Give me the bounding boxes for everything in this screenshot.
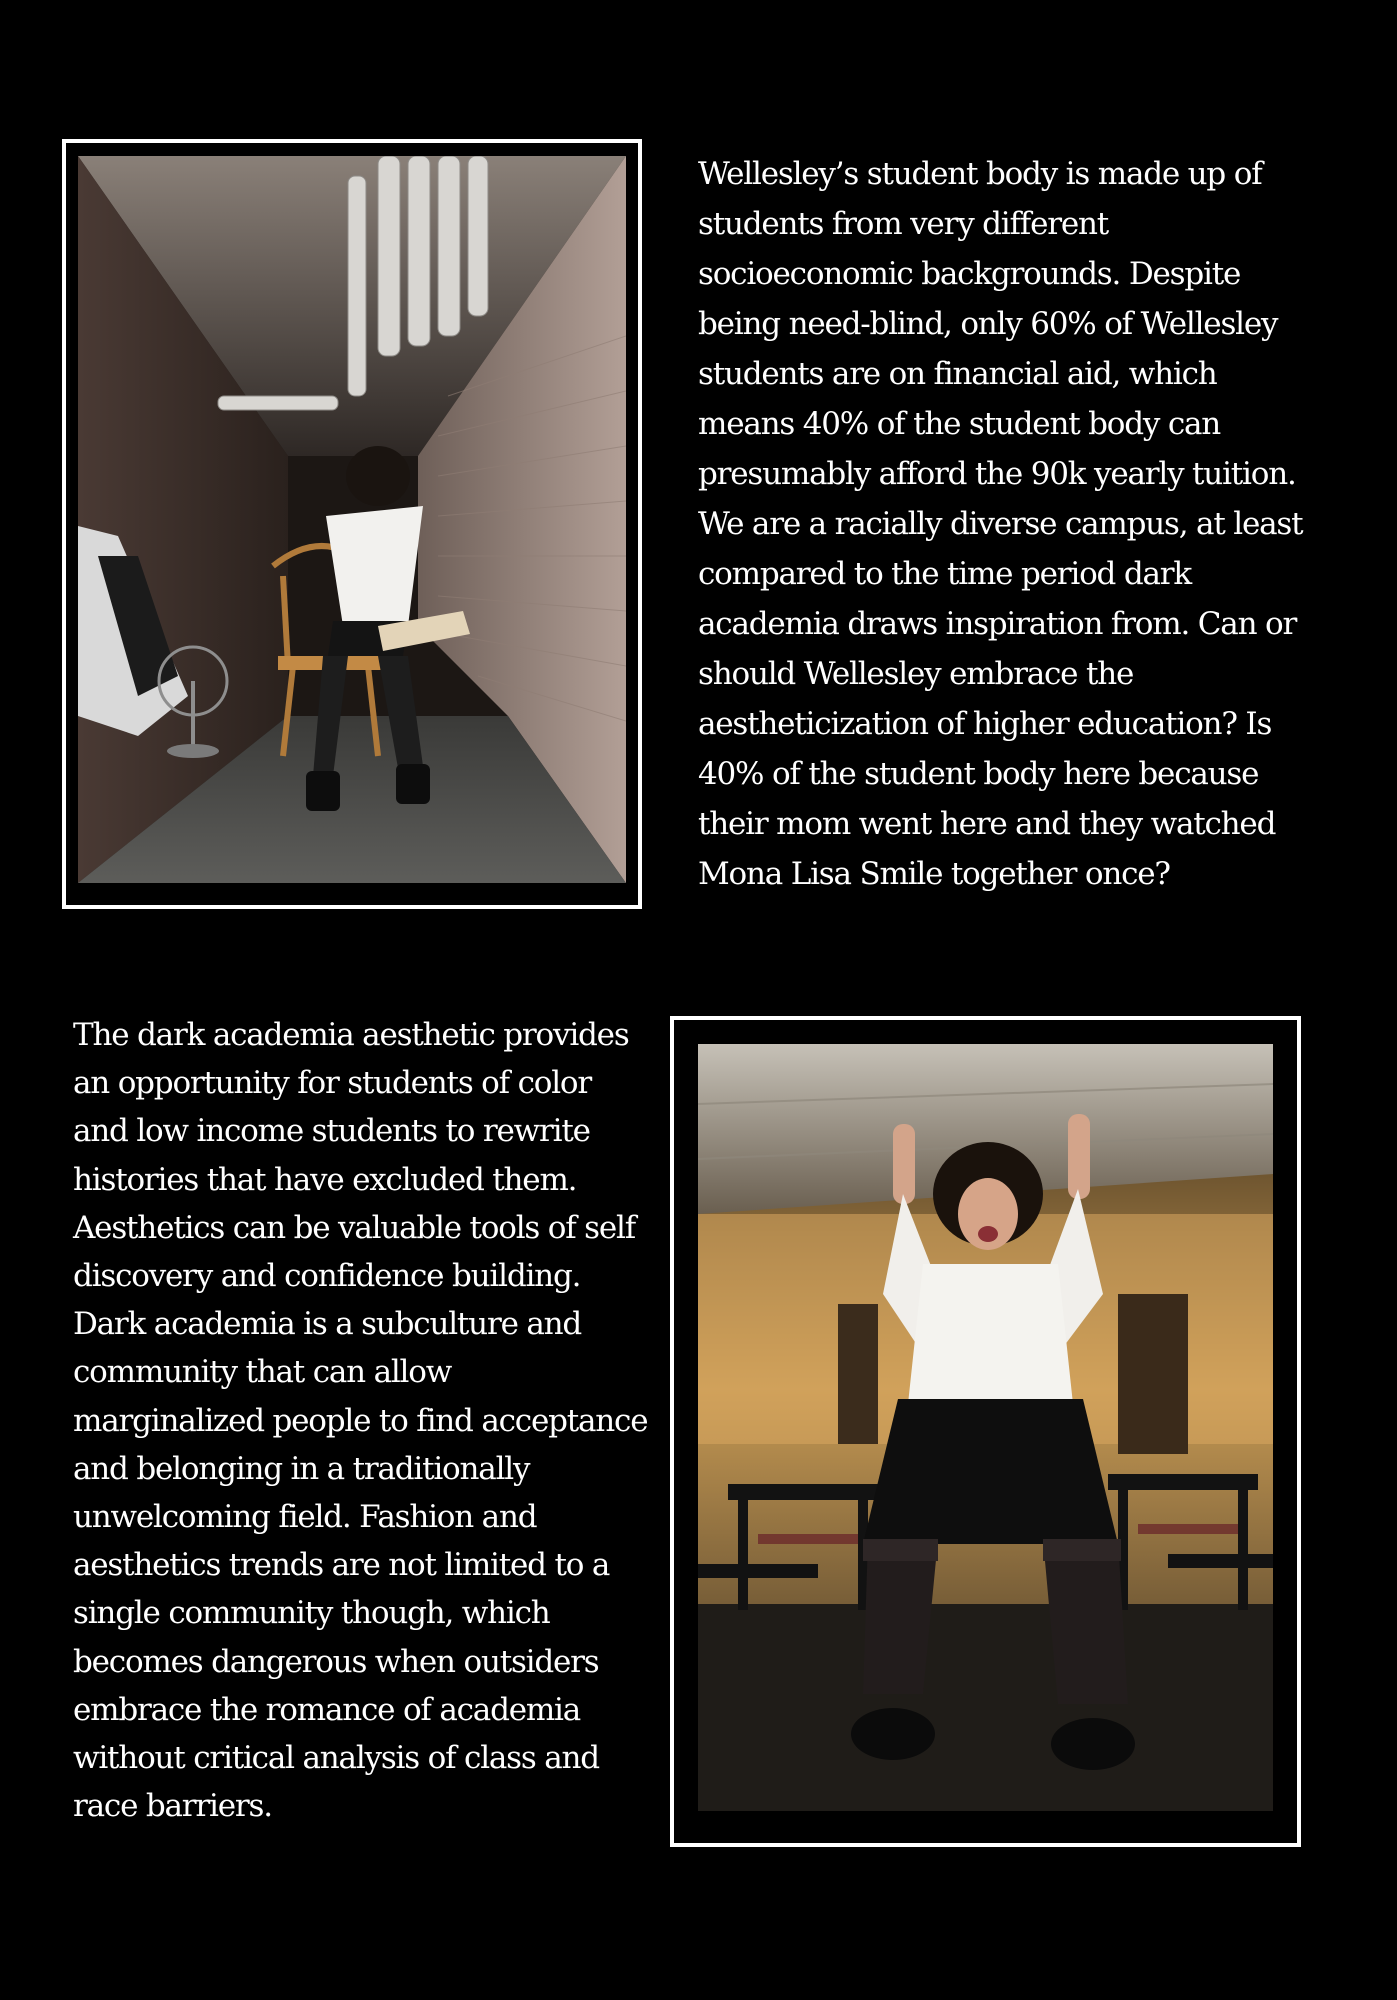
classroom-kneeling-illustration	[698, 1044, 1273, 1811]
photo-frame-top	[62, 139, 642, 909]
classroom-kneeling-photo	[698, 1044, 1273, 1811]
paragraph-dark-academia-aesthetic: The dark academia aesthetic provides an opportunity for students of color and low income students to rewrite histories that have excluded them. Aesthetics can be valuable tools of self discovery and confidence building. Dark academia is a subculture and community that can allow marginalized people to find acceptance and belonging in a traditionally unwelcoming field. Fashion and aesthetics trends are not limited to a single community though, which becomes dangerous when outsiders embrace the romance of academia without critical analysis of class and race barriers.	[73, 1017, 648, 1825]
paragraph-wellesley-student-body: Wellesley’s student body is made up of students from very different socioeconomic backgrounds. Despite being need-blind, only 60% of Wellesley students are on financial aid, which means 40% of the student body can presumably afford the 90k yearly tuition. We are a racially diverse campus, at least compared to the time period dark academia draws inspiration from. Can or should Wellesley embrace the aestheticization of higher education? Is 40% of the student body here because their mom went here and they watched Mona Lisa Smile together once?	[698, 156, 1303, 892]
photo-frame-bottom	[670, 1016, 1301, 1847]
basement-reading-illustration	[78, 156, 626, 883]
basement-reading-photo	[78, 156, 626, 883]
